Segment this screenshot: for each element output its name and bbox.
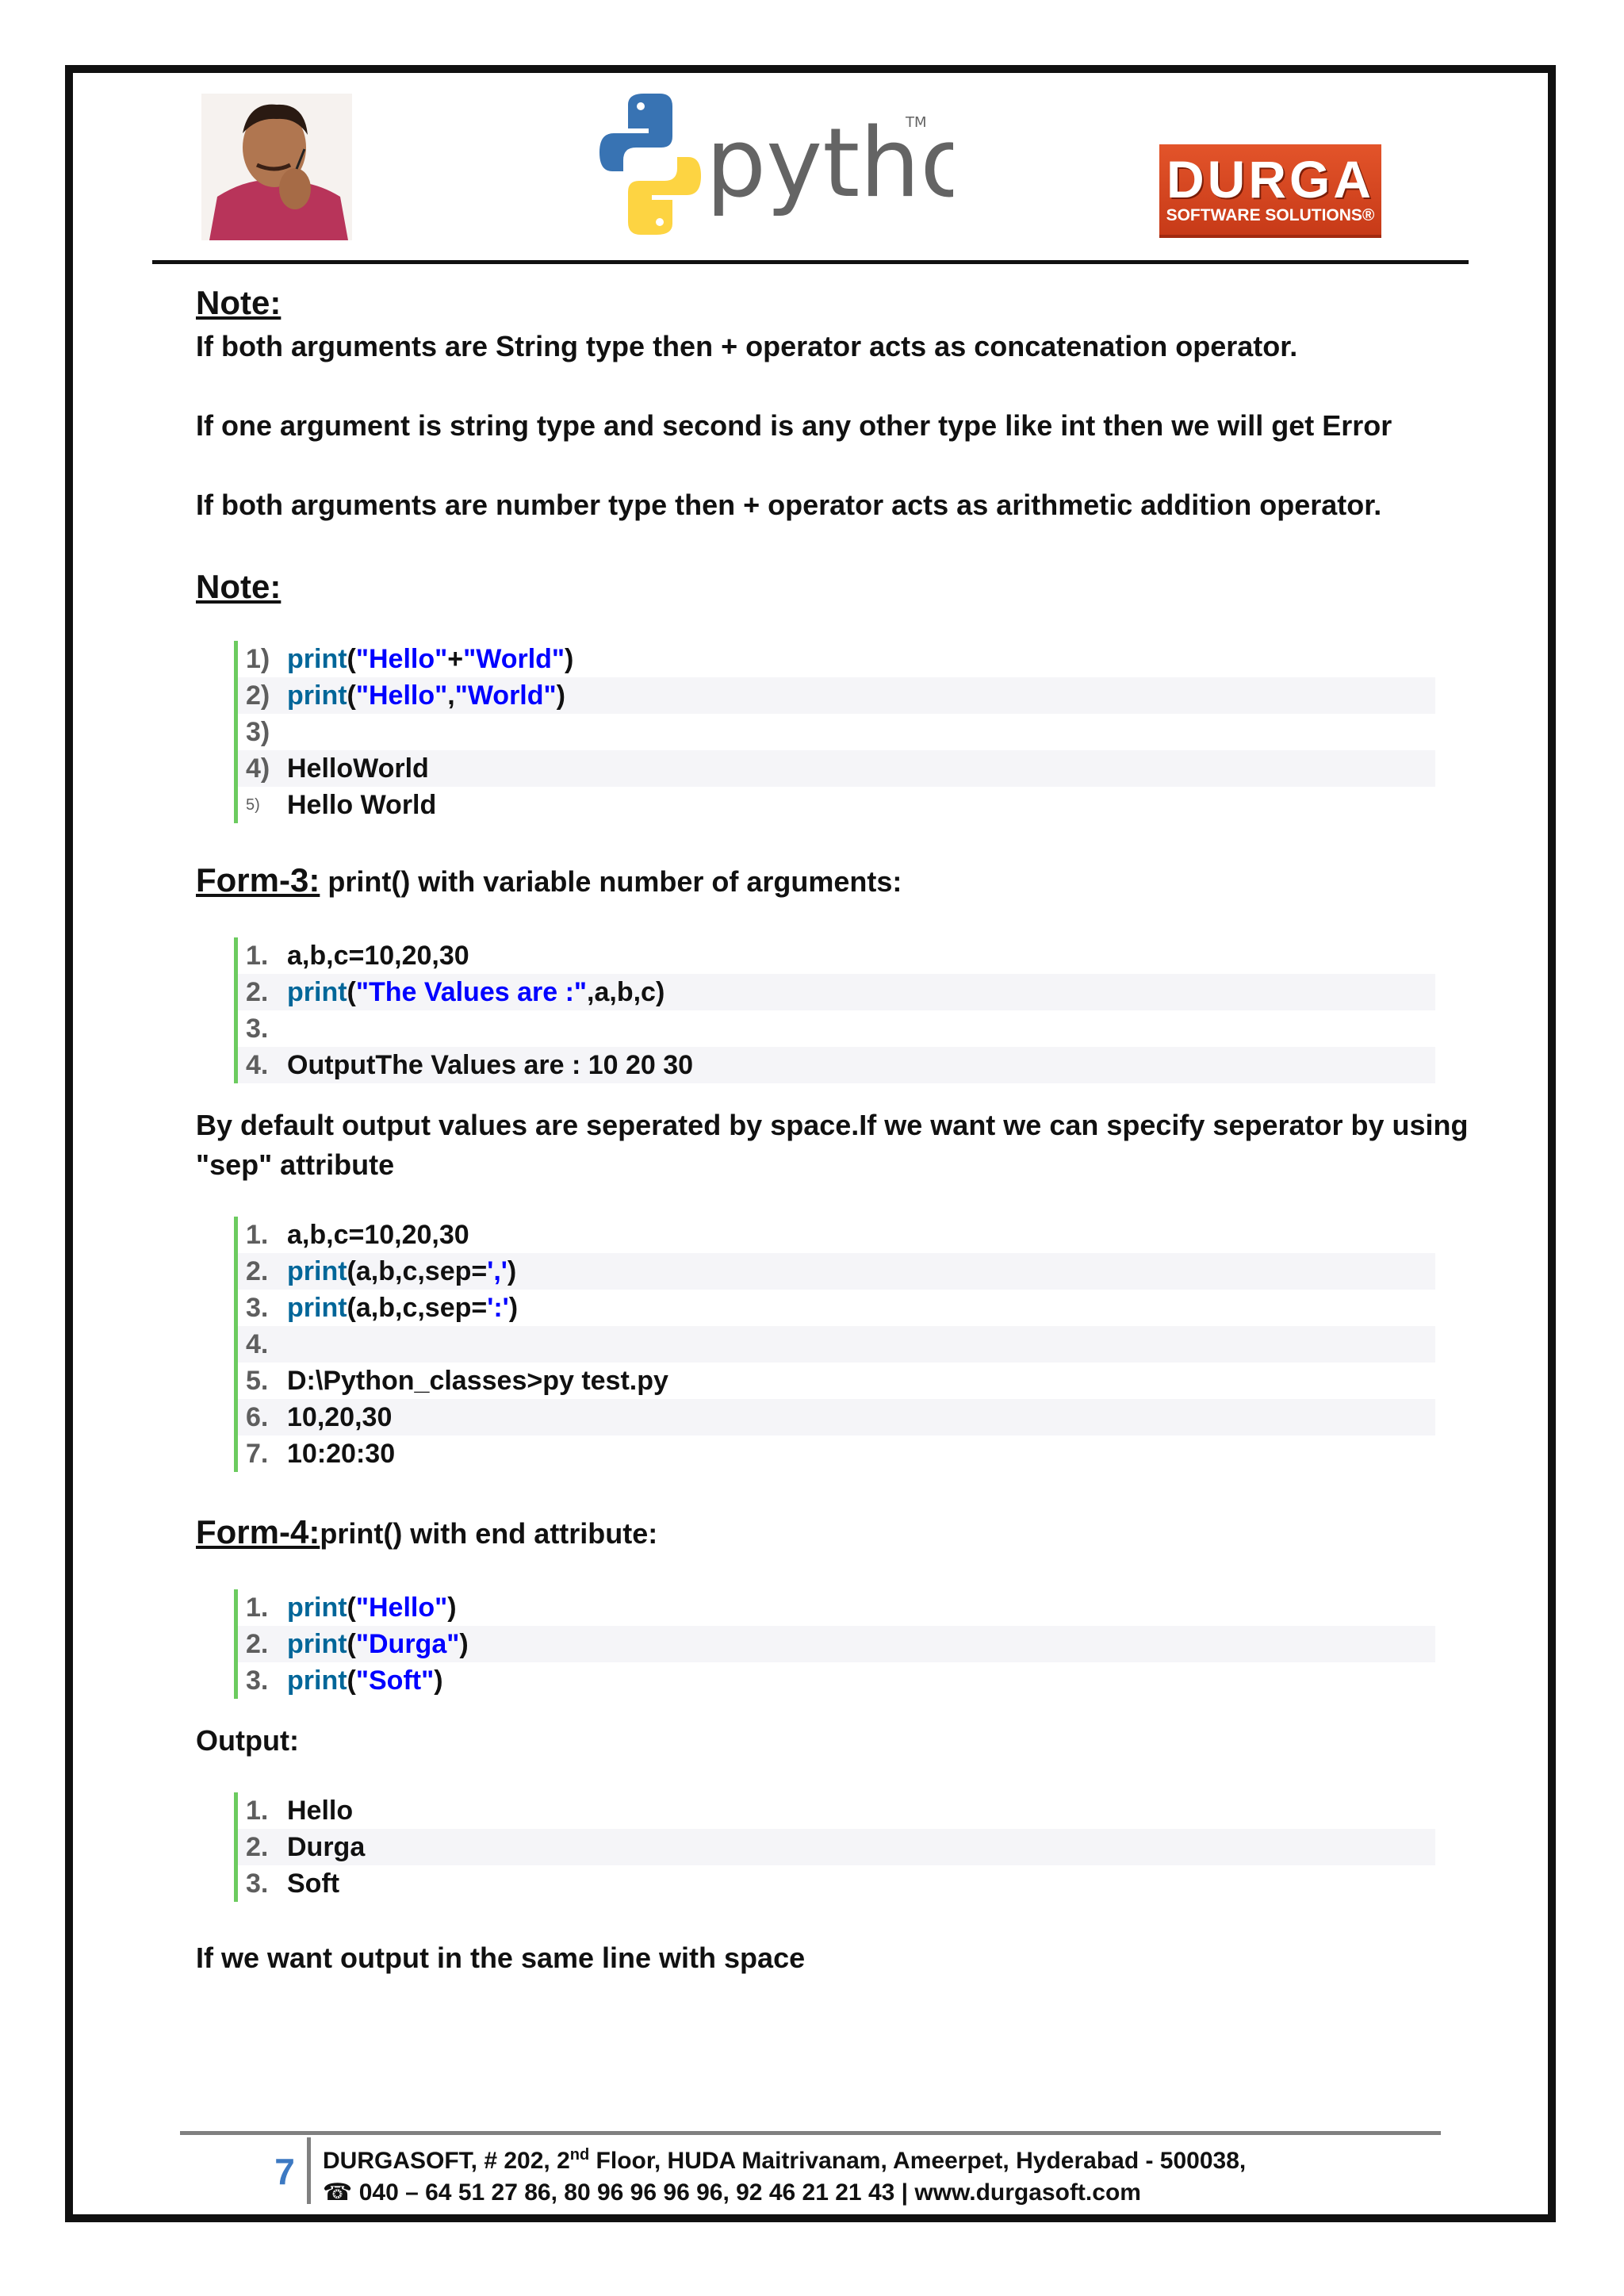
note-para-3: If both arguments are number type then + operator acts as arithmetic addition operator. xyxy=(196,489,1382,521)
code-block-form-3 xyxy=(234,937,1435,1083)
section-form-4 xyxy=(196,1512,1480,1978)
footer-line-2: ☎ 040 – 64 51 27 86, 80 96 96 96 96, 92 46 21 21 43 | www.durgasoft.com xyxy=(323,2179,1141,2206)
code-line: 2. Durga xyxy=(238,1829,1435,1865)
code-line: 2. print (a,b,c,sep= ',' ) xyxy=(238,1253,1435,1290)
code-line: 7. 10:20:30 xyxy=(246,1439,396,1469)
code-block-sep xyxy=(234,1217,1435,1472)
code-line: 1) print ( "Hello" + "World" ) xyxy=(246,644,574,674)
section-form-3 xyxy=(196,860,1480,1185)
note-heading-1: Note: xyxy=(196,284,282,321)
footer-divider xyxy=(180,2131,1441,2135)
code-block-form-4 xyxy=(234,1589,1435,1699)
durga-logo-word: DURGA xyxy=(1166,150,1374,209)
code-line: 4. xyxy=(238,1326,1435,1363)
code-line: 1. a,b,c=10,20,30 xyxy=(246,941,469,971)
page-number: 7 xyxy=(274,2151,295,2192)
code-line: 2. print ( "The Values are :" ,a,b,c) xyxy=(238,974,1435,1010)
code-line: 2) print ( "Hello" , "World" ) xyxy=(238,677,1435,714)
durga-logo-sub: SOFTWARE SOLUTIONS® xyxy=(1166,206,1375,224)
page-header xyxy=(0,0,1624,224)
code-line: 5. D:\Python_classes>py test.py xyxy=(246,1366,668,1396)
output-label: Output: xyxy=(196,1724,299,1757)
section-note-2 xyxy=(196,566,1480,823)
phone-icon: ☎ xyxy=(323,2179,353,2206)
code-line: 6. 10,20,30 xyxy=(238,1399,1435,1435)
header-divider xyxy=(152,260,1469,264)
section-note-1 xyxy=(196,282,1480,525)
code-block-note xyxy=(234,641,1435,823)
page-content xyxy=(196,282,1480,1978)
footer-line-1: DURGASOFT, # 202, 2nd Floor, HUDA Maitrivanam, Ameerpet, Hyderabad - 500038, xyxy=(323,2146,1247,2174)
code-line: 3. xyxy=(246,1014,269,1044)
python-logo xyxy=(588,89,953,240)
code-line: 1. print ( "Hello" ) xyxy=(246,1593,457,1623)
durga-logo xyxy=(1159,144,1381,238)
footer-separator xyxy=(307,2137,311,2204)
code-line: 5) Hello World xyxy=(246,790,437,820)
note-heading-2: Note: xyxy=(196,568,282,605)
form-4-heading: Form-4:print() with end attribute: xyxy=(196,1513,658,1550)
note-para-2: If one argument is string type and second is any other type like int then we will get Error xyxy=(196,409,1392,442)
footer-address xyxy=(323,2139,1246,2209)
code-line: 1. a,b,c=10,20,30 xyxy=(246,1220,469,1250)
code-line: 3. print ( "Soft" ) xyxy=(246,1665,443,1696)
note-para-1: If both arguments are String type then + operator acts as concatenation operator. xyxy=(196,330,1298,362)
svg-text:TM: TM xyxy=(906,114,927,131)
code-block-output xyxy=(234,1792,1435,1902)
code-line: 4) HelloWorld xyxy=(238,750,1435,787)
code-line: 2. print ( "Durga" ) xyxy=(238,1626,1435,1662)
code-line: 4. OutputThe Values are : 10 20 30 xyxy=(238,1047,1435,1083)
code-line: 3. Soft xyxy=(246,1869,340,1899)
author-photo xyxy=(201,94,352,240)
form-3-heading: Form-3: print() with variable number of arguments: xyxy=(196,861,902,899)
code-line: 1. Hello xyxy=(246,1796,354,1826)
code-line: 3. print (a,b,c,sep= ':' ) xyxy=(246,1293,519,1323)
section-sep-code xyxy=(196,1217,1480,1472)
final-para: If we want output in the same line with space xyxy=(196,1941,806,1974)
svg-text:python: pytho xyxy=(706,109,953,219)
code-line: 3) xyxy=(246,717,270,747)
sep-para: By default output values are seperated by space.If we want we can specify seperator by using "sep" attribute xyxy=(196,1109,1469,1181)
